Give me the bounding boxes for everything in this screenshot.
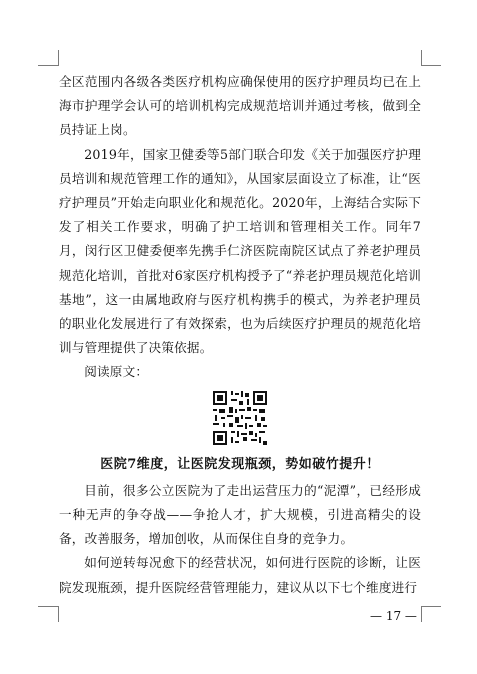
read-original-label: 阅读原文：	[84, 364, 149, 380]
crop-mark	[58, 50, 59, 66]
body-paragraph: 如何逆转每况愈下的经营状况，如何进行医院的诊断，让医院发现瓶颈，提升医院经营管理能力，建议从以下七个维度进行	[59, 555, 421, 595]
crop-mark	[421, 606, 422, 622]
page-body	[59, 70, 421, 600]
body-paragraph: 全区范围内各级各类医疗机构应确保使用的医疗护理员均已在上海市护理学会认可的培训机构完成规范培训并通过考核，做到全员持证上岗。	[59, 74, 421, 138]
crop-mark	[38, 606, 58, 607]
section-heading: 医院7维度，让医院发现瓶颈，势如破竹提升！	[100, 456, 380, 472]
body-paragraph: 2019年，国家卫健委等5部门联合印发《关于加强医疗护理员培训和规范管理工作的通知》，从国家层面设立了标准，让“医疗护理员”开始走向职业化和规范化。2020年，上海结合实际下发了相关工作要求，明确了护工培训和管理相关工作。同年7月，闵行区卫健委便率先携手仁济医院南院区试点了养老护理员规范化培训，首批对6家医疗机构授予了“养老护理员规范化培训基地”，这一由属地政府与医疗机构携手的模式，为养老护理员的职业化发展进行了有效探索，也为后续医疗护理员的规范化培训与管理提供了决策依据。	[59, 146, 421, 356]
body-paragraph: 目前，很多公立医院为了走出运营压力的“泥潭”，已经形成一种无声的争夺战——争抢人才，扩大规模，引进高精尖的设备，改善服务，增加创收，从而保住自身的竞争力。	[59, 482, 421, 547]
crop-mark	[38, 65, 58, 66]
crop-mark	[421, 606, 441, 607]
page-number: — 17 —	[370, 609, 417, 623]
qr-code-container	[59, 389, 421, 447]
crop-mark	[58, 606, 59, 622]
crop-mark	[421, 65, 441, 66]
qr-code-icon[interactable]	[211, 389, 269, 447]
crop-mark	[421, 50, 422, 66]
